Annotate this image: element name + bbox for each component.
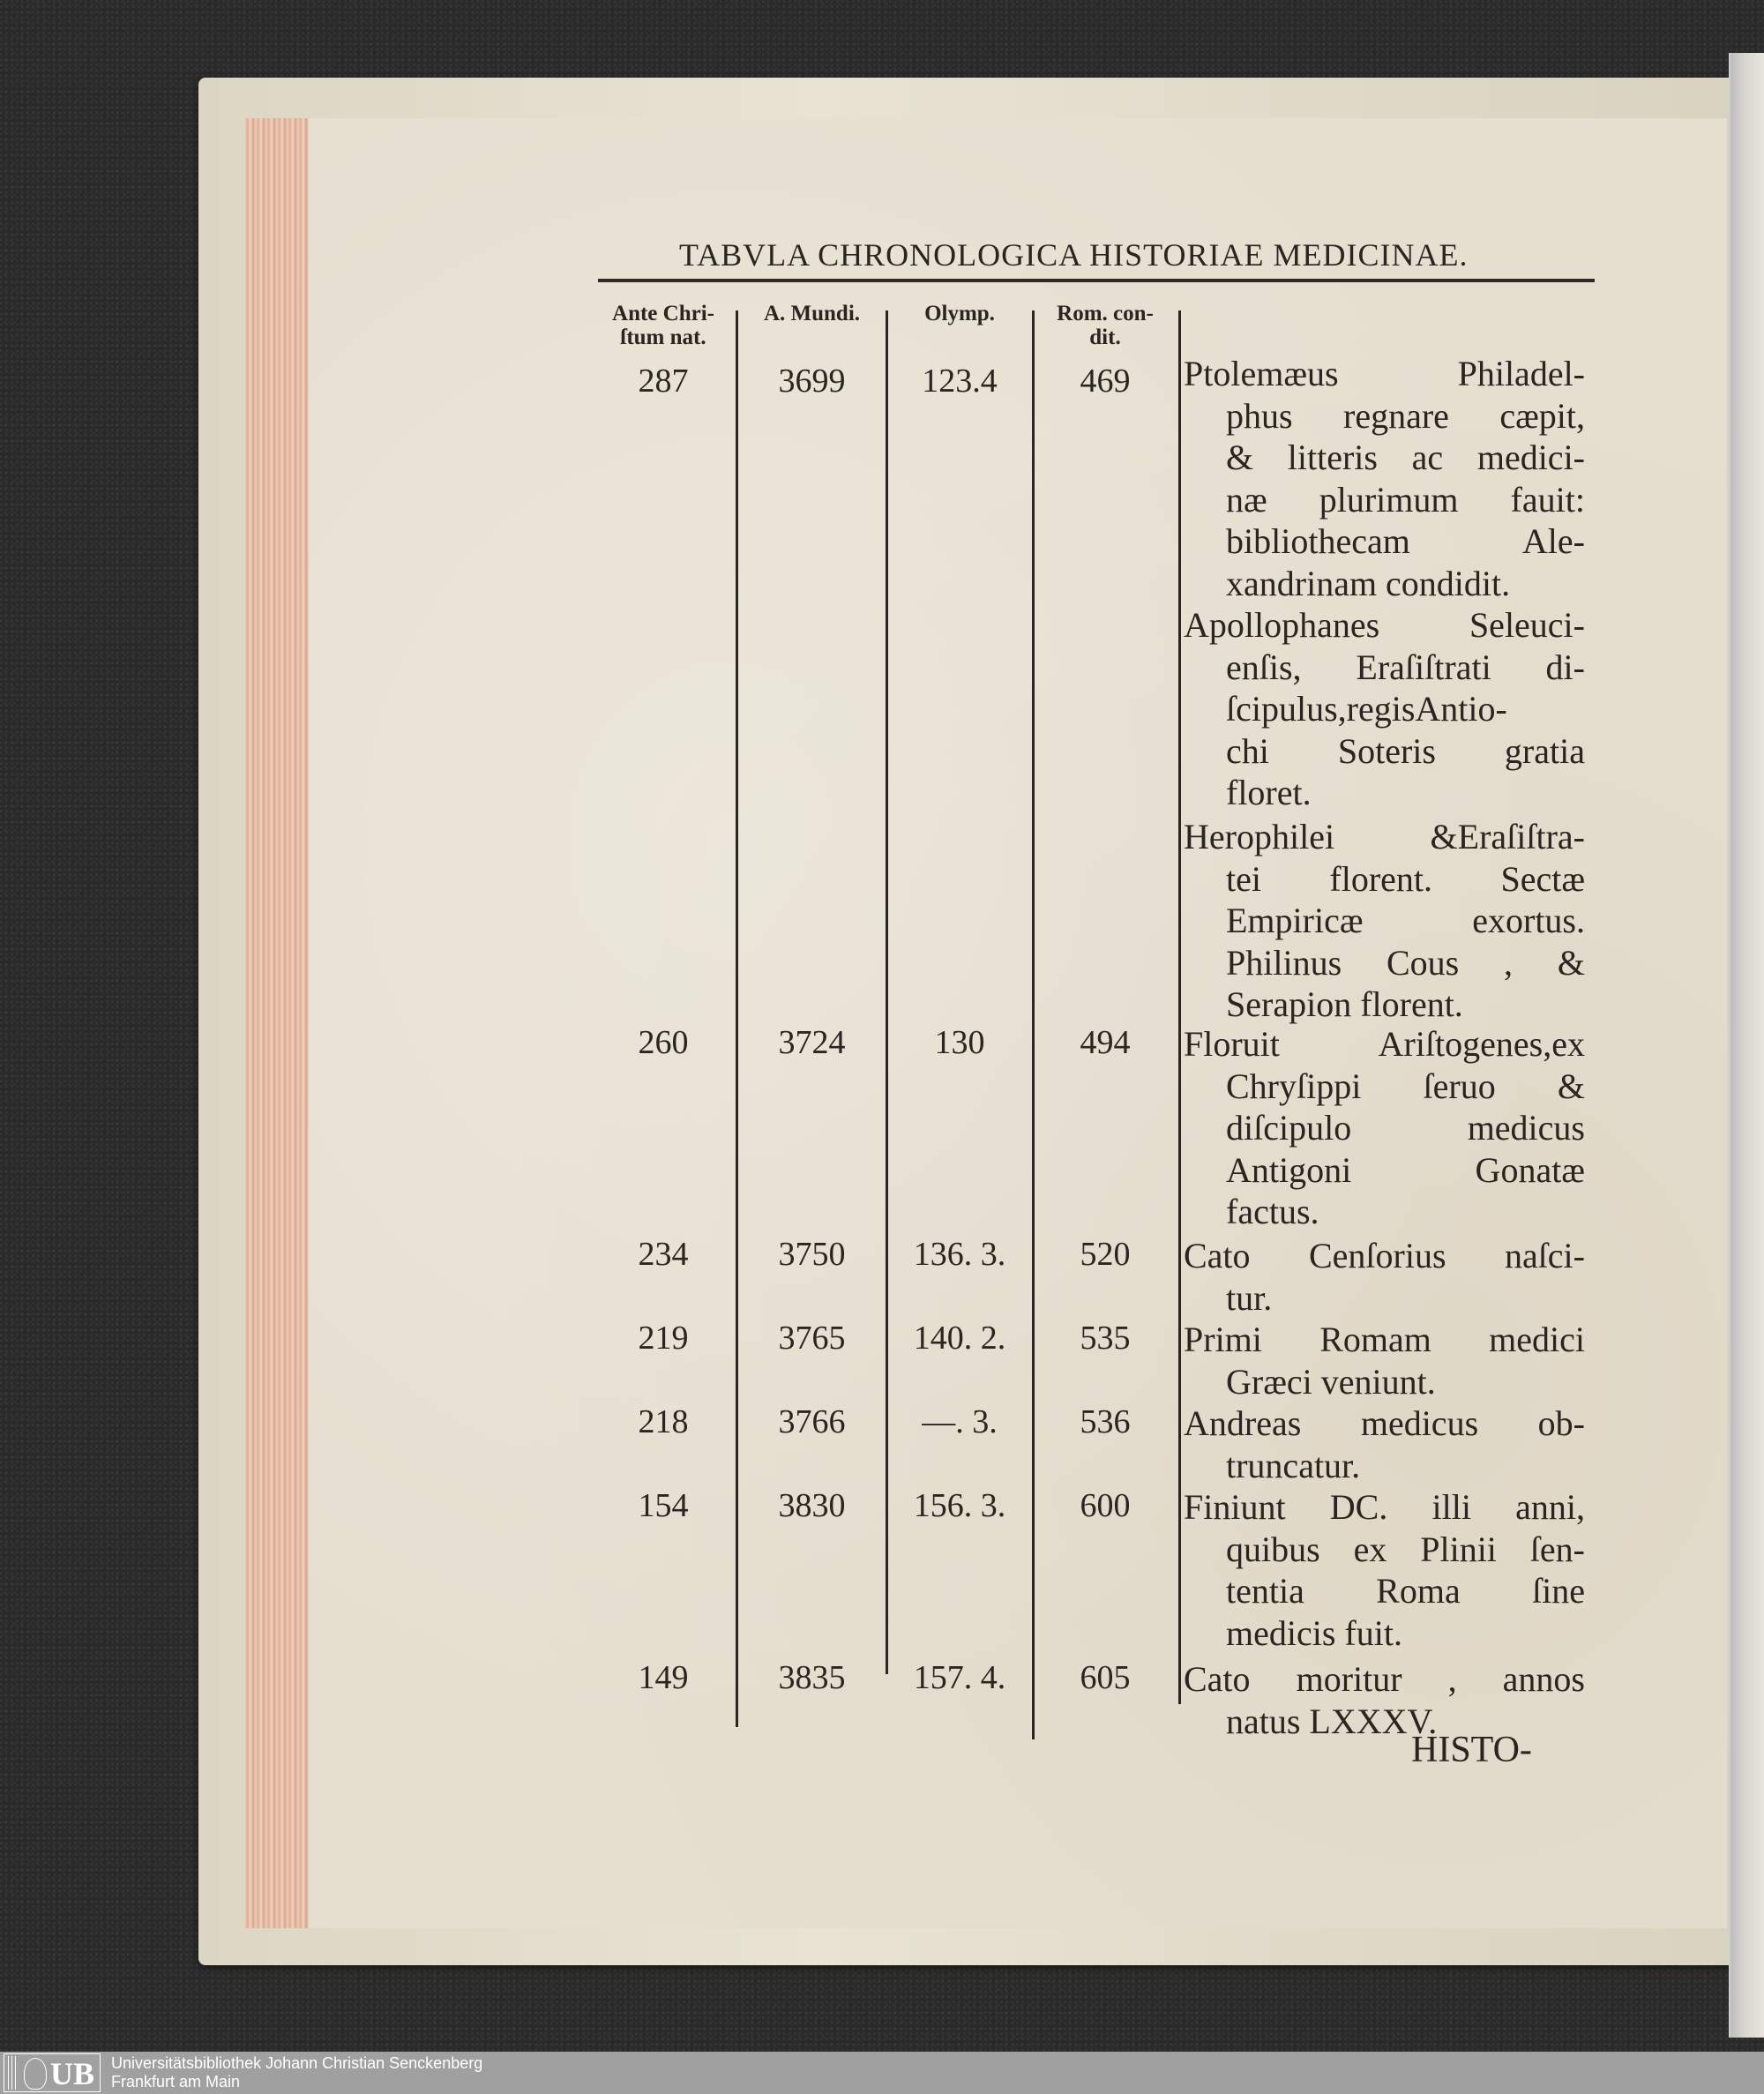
column-divider bbox=[1178, 310, 1181, 1704]
cell-olympiad: 156. 3. bbox=[913, 1487, 1006, 1524]
catchword: HISTO- bbox=[1411, 1730, 1532, 1770]
cell-ante-christum: 154 bbox=[638, 1487, 689, 1524]
cell-rom-condit: 494 bbox=[1080, 1024, 1131, 1061]
event-line: medicis fuit. bbox=[1226, 1612, 1402, 1653]
library-city: Frankfurt am Main bbox=[111, 2073, 241, 2090]
cell-olympiad: 157. 4. bbox=[913, 1659, 1006, 1696]
cell-anno-mundi: 3830 bbox=[778, 1487, 846, 1524]
event-line: Græci veniunt. bbox=[1226, 1361, 1436, 1402]
logo-columns-icon bbox=[8, 2056, 19, 2090]
event-line: Philinus Cous , & bbox=[1226, 942, 1585, 983]
event-line: bibliothecam Ale- bbox=[1226, 521, 1585, 561]
event-line: Antigoni Gonatæ bbox=[1226, 1149, 1585, 1190]
page-title: TABVLA CHRONOLOGICA HISTORIAE MEDICINAE. bbox=[679, 237, 1469, 273]
event-line: chi Soteris gratia bbox=[1226, 730, 1585, 771]
cell-rom-condit: 600 bbox=[1080, 1487, 1131, 1524]
event-entry bbox=[1184, 1235, 1585, 1319]
event-line: Cato Cenſorius naſci- bbox=[1184, 1236, 1585, 1275]
library-footer bbox=[0, 2052, 1764, 2094]
cell-ante-christum: 260 bbox=[638, 1024, 689, 1061]
event-entry bbox=[1184, 604, 1585, 814]
header-line: dit. bbox=[1089, 325, 1121, 349]
cell-rom-condit: 605 bbox=[1080, 1659, 1131, 1696]
event-entry bbox=[1184, 1319, 1585, 1402]
event-line: natus LXXXV. bbox=[1226, 1701, 1438, 1741]
column-divider bbox=[736, 310, 738, 1727]
event-entry bbox=[1184, 1023, 1585, 1233]
event-line: quibus ex Plinii ſen- bbox=[1226, 1529, 1585, 1569]
cell-olympiad: 140. 2. bbox=[913, 1320, 1006, 1357]
header-line: A. Mundi. bbox=[763, 302, 861, 325]
event-line: tur. bbox=[1226, 1277, 1273, 1318]
event-line: Cato moritur , annos bbox=[1184, 1659, 1585, 1699]
cell-anno-mundi: 3765 bbox=[778, 1320, 846, 1357]
cell-rom-condit: 469 bbox=[1080, 363, 1131, 400]
cell-olympiad: 136. 3. bbox=[913, 1236, 1006, 1273]
event-line: Andreas medicus ob- bbox=[1184, 1403, 1585, 1443]
event-line: floret. bbox=[1226, 773, 1312, 812]
header-line: Olymp. bbox=[924, 302, 995, 325]
column-divider bbox=[886, 310, 888, 1674]
event-line: xandrinam condidit. bbox=[1226, 563, 1511, 603]
cell-anno-mundi: 3835 bbox=[778, 1659, 846, 1696]
event-line: Floruit Ariſtogenes,ex bbox=[1184, 1024, 1585, 1064]
event-entry bbox=[1184, 816, 1585, 1026]
event-line: næ plurimum fauit: bbox=[1226, 479, 1585, 520]
event-line: Ptolemæus Philadel- bbox=[1184, 354, 1585, 393]
event-line: Herophilei &Eraſiſtra- bbox=[1184, 817, 1585, 856]
cell-olympiad: 130 bbox=[934, 1024, 985, 1061]
logo-portrait-icon bbox=[24, 2058, 47, 2090]
cell-anno-mundi: 3699 bbox=[778, 363, 846, 400]
header-ante-christum bbox=[593, 302, 734, 349]
header-line: ſtum nat. bbox=[620, 325, 706, 349]
event-line: Empiricæ exortus. bbox=[1226, 901, 1585, 940]
header-line: Ante Chri- bbox=[612, 302, 714, 325]
page-fore-edge bbox=[245, 118, 310, 1928]
cell-olympiad: —. 3. bbox=[922, 1403, 998, 1440]
event-line: Finiunt DC. illi anni, bbox=[1184, 1487, 1585, 1527]
event-entry bbox=[1184, 1402, 1585, 1486]
event-line: ſcipulus,regisAntio- bbox=[1226, 689, 1507, 729]
event-line: enſis, Eraſiſtrati di- bbox=[1226, 647, 1585, 687]
event-line: Primi Romam medici bbox=[1184, 1320, 1585, 1359]
cell-olympiad: 123.4 bbox=[922, 363, 998, 400]
library-name: Universitätsbibliothek Johann Christian Senckenberg bbox=[111, 2054, 483, 2072]
event-line: & litteris ac medici- bbox=[1226, 437, 1585, 477]
event-line: factus. bbox=[1226, 1192, 1319, 1231]
cell-rom-condit: 535 bbox=[1080, 1320, 1131, 1357]
event-line: Apollophanes Seleuci- bbox=[1184, 605, 1585, 645]
cell-rom-condit: 520 bbox=[1080, 1236, 1131, 1273]
cell-anno-mundi: 3766 bbox=[778, 1403, 846, 1440]
event-line: truncatur. bbox=[1226, 1445, 1361, 1485]
event-entry bbox=[1184, 353, 1585, 604]
cell-ante-christum: 287 bbox=[638, 363, 689, 400]
event-line: Serapion florent. bbox=[1226, 984, 1463, 1024]
cell-ante-christum: 218 bbox=[638, 1403, 689, 1440]
cell-ante-christum: 219 bbox=[638, 1320, 689, 1357]
library-logo bbox=[4, 2053, 101, 2092]
event-entry bbox=[1184, 1486, 1585, 1654]
cell-anno-mundi: 3750 bbox=[778, 1236, 846, 1273]
event-line: phus regnare cæpit, bbox=[1226, 395, 1585, 436]
cell-anno-mundi: 3724 bbox=[778, 1024, 846, 1061]
header-olympiad bbox=[887, 302, 1032, 325]
event-line: tei florent. Sectæ bbox=[1226, 858, 1585, 899]
event-line: diſcipulo medicus bbox=[1226, 1108, 1585, 1148]
header-anno-mundi bbox=[739, 302, 885, 325]
cell-ante-christum: 234 bbox=[638, 1236, 689, 1273]
cell-rom-condit: 536 bbox=[1080, 1403, 1131, 1440]
cell-ante-christum: 149 bbox=[638, 1659, 689, 1696]
logo-text: UB bbox=[50, 2056, 95, 2091]
facing-page-edge bbox=[1729, 53, 1764, 2038]
header-rom-condit bbox=[1034, 302, 1177, 349]
header-line: Rom. con- bbox=[1057, 302, 1154, 325]
title-rule bbox=[598, 279, 1595, 282]
event-line: Chryſippi ſeruo & bbox=[1226, 1066, 1585, 1106]
event-line: tentia Roma ſine bbox=[1226, 1571, 1585, 1611]
